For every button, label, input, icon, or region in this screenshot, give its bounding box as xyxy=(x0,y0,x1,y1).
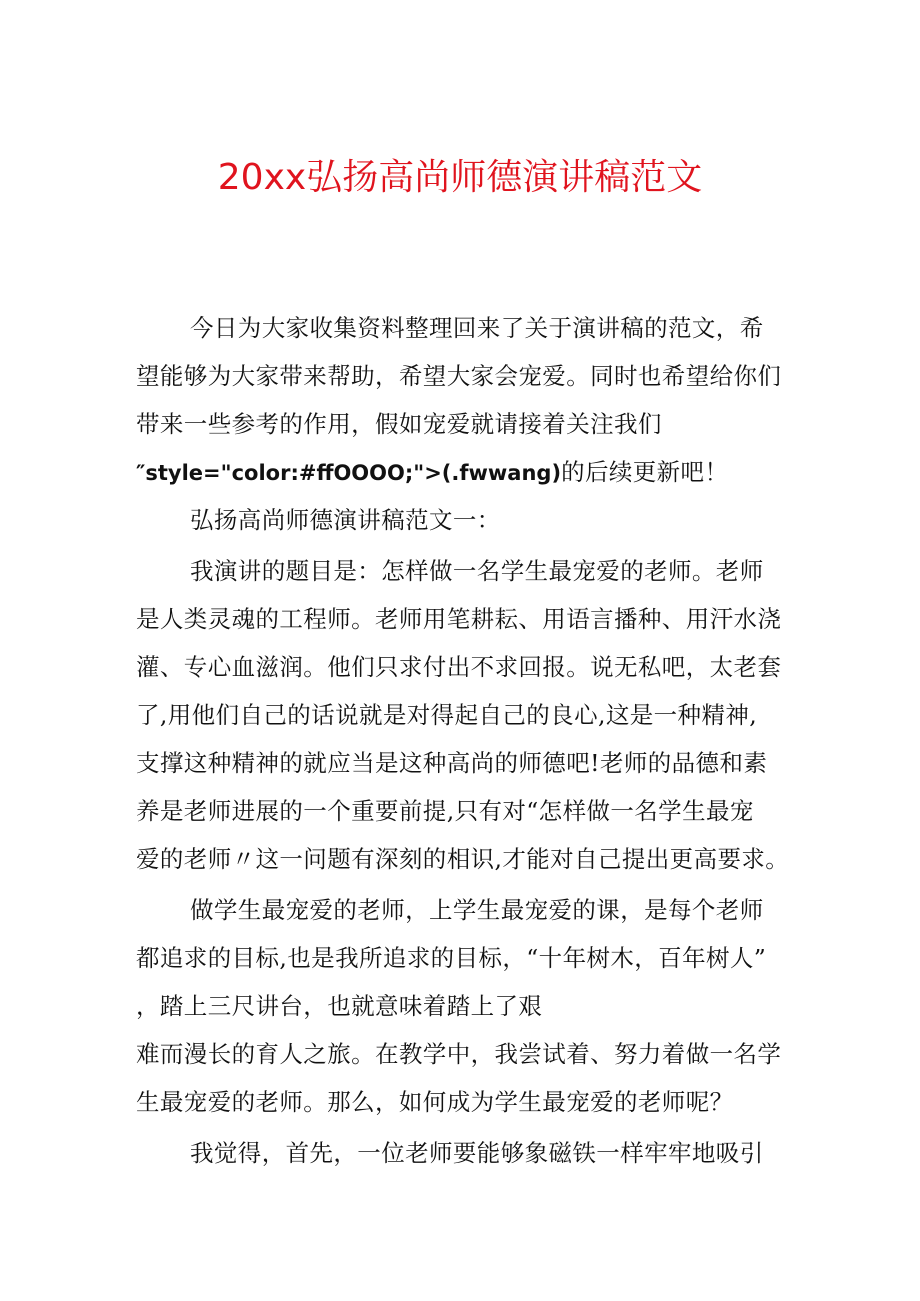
intro-line-3: 带来一些参考的作用，假如宠爱就请接着关注我们 xyxy=(136,410,662,438)
intro-line-2: 望能够为大家带来帮助，希望大家会宠爱。同时也希望给你们 xyxy=(136,362,782,390)
para3-line: 我觉得，首先，一位老师要能够象磁铁一样牢牢地吸引 xyxy=(190,1139,764,1167)
intro-line-4-text: 的后续更新吧！ xyxy=(561,458,729,486)
para1-line: 爱的老师〃这一问题有深刻的相识,才能对自己提出更高要求。 xyxy=(136,845,790,873)
para2-line: ，踏上三尺讲台，也就意味着踏上了艰 xyxy=(136,992,543,1020)
intro-line-1: 今日为大家收集资料整理回来了关于演讲稿的范文，希 xyxy=(190,314,764,342)
intro-line-4 xyxy=(136,448,728,496)
document-title: 20xx弘扬高尚师德演讲稿范文 xyxy=(217,157,703,198)
section-heading: 弘扬高尚师德演讲稿范文一： xyxy=(190,506,501,534)
para1-line: 养是老师进展的一个重要前提,只有对“怎样做一名学生最宠 xyxy=(136,797,754,825)
para1-line: 我演讲的题目是：怎样做一名学生最宠爱的老师。老师 xyxy=(190,557,764,585)
para2-line: 难而漫长的育人之旅。在教学中，我尝试着、努力着做一名学 xyxy=(136,1040,782,1068)
para2-line: 做学生最宠爱的老师，上学生最宠爱的课，是每个老师 xyxy=(190,896,764,924)
para1-line: 支撑这种精神的就应当是这种高尚的师德吧!老师的品德和素 xyxy=(136,749,768,777)
para1-line: 是人类灵魂的工程师。老师用笔耕耘、用语言播种、用汗水浇 xyxy=(136,605,782,633)
intro-code-fragment: ″style="color:#ffOOOO;">(.fwwang) xyxy=(136,461,562,485)
para2-line: 生最宠爱的老师。那么，如何成为学生最宠爱的老师呢？ xyxy=(136,1088,734,1116)
para2-line: 都追求的目标,也是我所追求的目标，“十年树木，百年树人” xyxy=(136,944,767,972)
para1-line: 了,用他们自己的话说就是对得起自己的良心,这是一种精神, xyxy=(136,701,758,729)
para1-line: 灌、专心血滋润。他们只求付出不求回报。说无私吧，太老套 xyxy=(136,653,782,681)
